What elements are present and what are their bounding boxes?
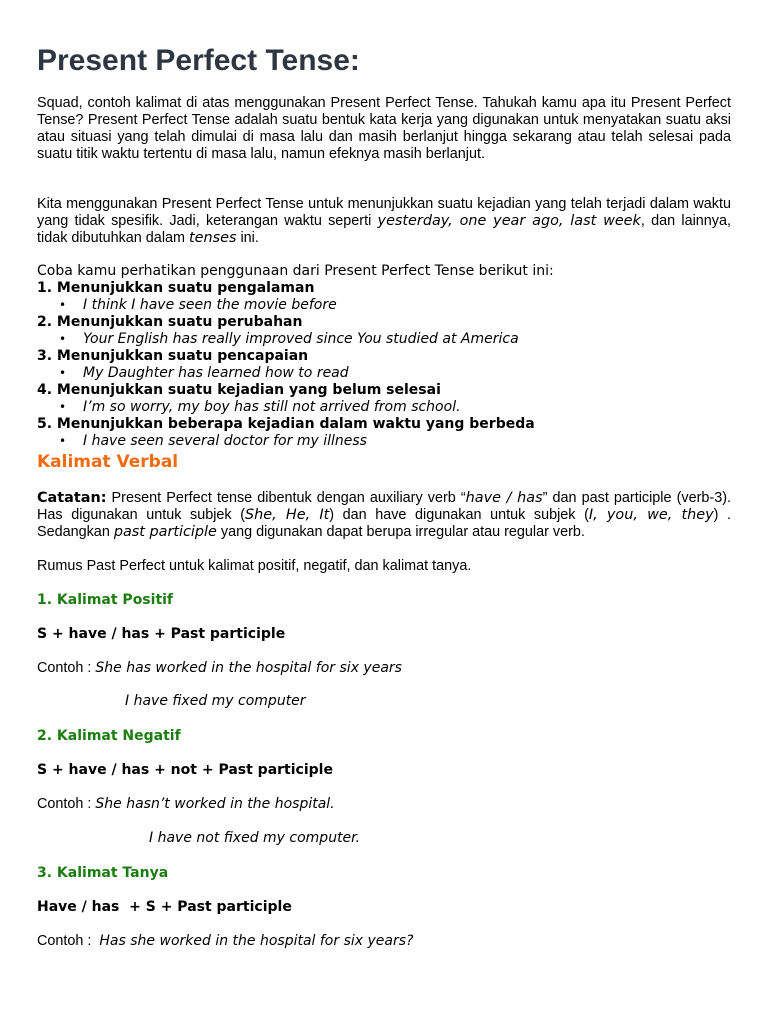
tenses-term: tenses [189, 230, 237, 246]
heading-kalimat-tanya: 3. Kalimat Tanya [37, 865, 169, 881]
intro-paragraph-2-text-3: ini. [236, 230, 259, 246]
use-heading-3: 3. Menunjukkan suatu pencapaian [37, 348, 309, 364]
uses-intro: Coba kamu perhatikan penggunaan dari Present Perfect Tense berikut ini: [37, 263, 554, 279]
rumus-intro: Rumus Past Perfect untuk kalimat positif, negatif, dan kalimat tanya. [37, 558, 472, 574]
example-negatif-2: I have not fixed my computer. [149, 830, 361, 846]
use-heading-2: 2. Menunjukkan suatu perubahan [37, 314, 303, 330]
example-positif-2: I have fixed my computer [125, 693, 306, 709]
contoh-label: Contoh : [37, 660, 96, 676]
use-example-5 [59, 433, 367, 450]
note-text: Present Perfect tense dibentuk dengan auxiliary verb “ [106, 490, 466, 506]
use-heading-5: 5. Menunjukkan beberapa kejadian dalam waktu yang berbeda [37, 416, 535, 432]
use-heading-1: 1. Menunjukkan suatu pengalaman [37, 280, 315, 296]
use-example-text: I’m so worry, my boy has still not arrived from school. [83, 399, 461, 415]
formula-tanya: Have / has + S + Past participle [37, 899, 292, 915]
bullet-icon: • [59, 434, 67, 448]
contoh-label: Contoh : [37, 933, 100, 949]
use-example-1 [59, 297, 337, 314]
note-text: ) . Sedangkan [37, 507, 731, 540]
example-positif-1 [37, 660, 402, 677]
use-example-2 [59, 331, 519, 348]
example-tanya-1 [37, 933, 413, 950]
use-example-text: I have seen several doctor for my illness [83, 433, 367, 449]
example-text: Has she worked in the hospital for six years? [99, 933, 414, 949]
time-examples: yesterday, one year ago, last week [377, 213, 641, 229]
note-subjects-have: I, you, we, they [588, 507, 714, 523]
example-negatif-1 [37, 796, 335, 813]
verbal-note [37, 490, 731, 541]
heading-kalimat-negatif: 2. Kalimat Negatif [37, 728, 181, 744]
use-example-text: My Daughter has learned how to read [83, 365, 349, 381]
bullet-icon: • [59, 298, 67, 312]
intro-paragraph-2-text-2: , dan lainnya, tidak dibutuhkan dalam [37, 213, 731, 246]
heading-kalimat-positif: 1. Kalimat Positif [37, 592, 174, 608]
example-text: She has worked in the hospital for six years [95, 660, 402, 676]
bullet-icon: • [59, 400, 67, 414]
intro-paragraph-2-text: Kita menggunakan Present Perfect Tense untuk menunjukkan suatu kejadian yang telah terjadi dalam waktu yang tidak spesifik. Jadi, keterangan waktu seperti [37, 196, 731, 229]
note-text: yang digunakan dapat berupa irregular atau regular verb. [216, 524, 585, 540]
note-label: Catatan: [37, 490, 107, 506]
note-aux-verb: have / has [465, 490, 543, 506]
section-heading-verbal: Kalimat Verbal [37, 452, 179, 472]
intro-paragraph-2 [37, 196, 731, 247]
use-example-text: I think I have seen the movie before [83, 297, 337, 313]
note-subjects-has: She, He, It [245, 507, 330, 523]
use-heading-4: 4. Menunjukkan suatu kejadian yang belum selesai [37, 382, 441, 398]
page-title: Present Perfect Tense: [37, 44, 360, 77]
contoh-label: Contoh : [37, 796, 96, 812]
use-example-text: Your English has really improved since You studied at America [83, 331, 519, 347]
use-example-3 [59, 365, 349, 382]
bullet-icon: • [59, 332, 67, 346]
formula-negatif: S + have / has + not + Past participle [37, 762, 333, 778]
note-text: ” dan past participle (verb-3). Has digunakan untuk subjek ( [37, 490, 731, 523]
use-example-4 [59, 399, 461, 416]
bullet-icon: • [59, 366, 67, 380]
intro-paragraph-1: Squad, contoh kalimat di atas menggunakan Present Perfect Tense. Tahukah kamu apa itu Present Perfect Tense? Present Perfect Tense adalah suatu bentuk kata kerja yang digunakan untuk menyatakan suatu aksi atau situasi yang telah dimulai di masa lalu dan masih berlanjut hingga sekarang atau telah selesai pada suatu titik waktu tertentu di masa lalu, namun efeknya masih berlanjut. [37, 95, 731, 162]
formula-positif: S + have / has + Past participle [37, 626, 286, 642]
note-past-participle: past participle [113, 524, 217, 540]
note-text: ) dan have digunakan untuk subjek ( [329, 507, 589, 523]
example-text: She hasn’t worked in the hospital. [95, 796, 335, 812]
